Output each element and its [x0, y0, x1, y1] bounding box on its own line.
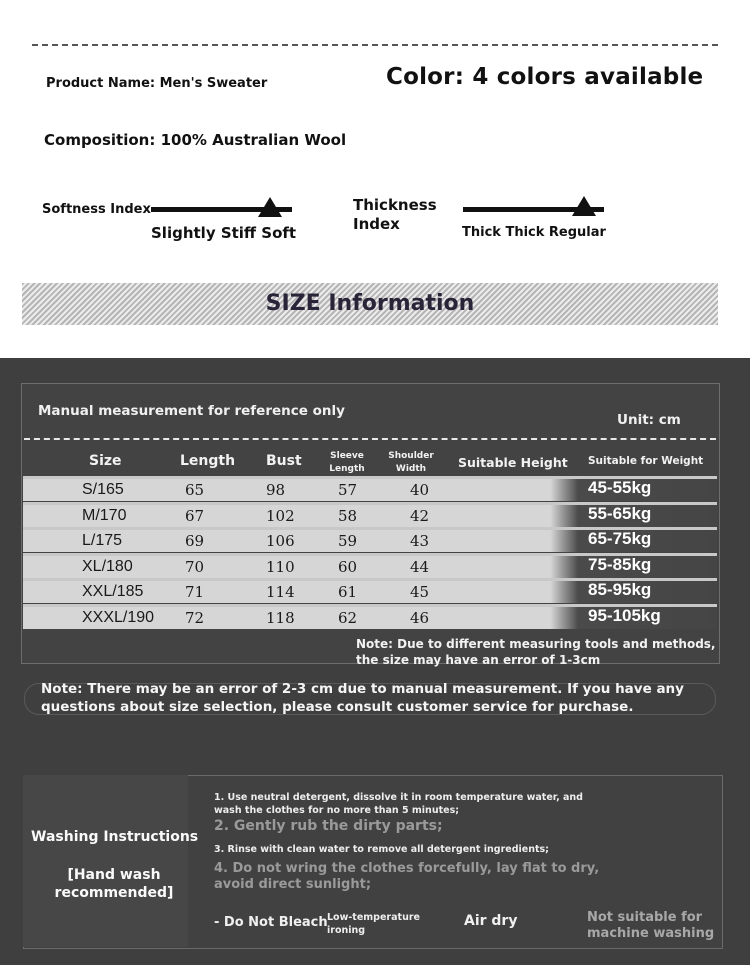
- cell-length: 67: [185, 507, 205, 525]
- header-suitable-weight: Suitable for Weight: [588, 455, 704, 467]
- cell-size: L/175: [82, 532, 123, 549]
- cell-bust: 102: [266, 507, 295, 525]
- thickness-marker-triangle-icon: [572, 196, 596, 216]
- cell-shoulder-width: 43: [410, 532, 430, 550]
- cell-bust: 110: [266, 558, 295, 576]
- cell-suitable-weight: 75-85kg: [588, 555, 652, 574]
- cell-length: 71: [185, 583, 205, 601]
- cell-bust: 106: [266, 532, 295, 550]
- softness-label: Softness Index: [42, 202, 151, 217]
- softness-marker-triangle-icon: [258, 197, 282, 217]
- reference-note: Manual measurement for reference only: [38, 403, 345, 419]
- no-bleach-label: - Do Not Bleach: [214, 915, 328, 930]
- cell-shoulder-width: 44: [410, 558, 430, 576]
- header-sleeve-length: Sleeve Length: [329, 451, 365, 474]
- header-size: Size: [89, 453, 122, 469]
- cell-length: 70: [185, 558, 205, 576]
- cell-sleeve-length: 59: [338, 532, 358, 550]
- cell-shoulder-width: 45: [410, 583, 430, 601]
- washing-subtitle: [Hand wash recommended]: [54, 867, 174, 901]
- cell-size: S/165: [82, 481, 124, 498]
- top-dashed-divider: [32, 44, 718, 46]
- cell-sleeve-length: 60: [338, 558, 358, 576]
- cell-suitable-weight: 45-55kg: [588, 478, 652, 497]
- no-machine-wash-label: Not suitable for machine washing: [587, 910, 715, 941]
- cell-sleeve-length: 61: [338, 583, 358, 601]
- cell-bust: 118: [266, 609, 295, 627]
- cell-sleeve-length: 62: [338, 609, 358, 627]
- table-error-note: Note: Due to different measuring tools and methods, the size may have an error of 1-3cm: [356, 637, 716, 667]
- cell-suitable-weight: 85-95kg: [588, 580, 652, 599]
- washing-title: Washing Instructions: [31, 829, 199, 845]
- cell-size: XXL/185: [82, 583, 144, 600]
- header-shoulder-width: Shoulder Width: [388, 451, 434, 474]
- composition: Composition: 100% Australian Wool: [44, 131, 347, 149]
- measurement-note: Note: There may be an error of 2-3 cm due to manual measurement. If you have any questions about size selection, please consult customer service for purchase.: [41, 681, 684, 715]
- washing-step-2: 2. Gently rub the dirty parts;: [214, 818, 443, 834]
- cell-suitable-weight: 95-105kg: [588, 606, 661, 625]
- cell-length: 69: [185, 532, 205, 550]
- air-dry-label: Air dry: [464, 913, 518, 929]
- cell-bust: 114: [266, 583, 295, 601]
- cell-size: XXXL/190: [82, 609, 155, 626]
- low-temp-ironing-label: Low-temperature ironing: [327, 912, 420, 936]
- washing-title-block: [23, 775, 188, 947]
- header-length: Length: [180, 453, 236, 469]
- cell-suitable-weight: 65-75kg: [588, 529, 652, 548]
- cell-bust: 98: [266, 481, 286, 499]
- cell-size: M/170: [82, 507, 127, 524]
- header-bust: Bust: [266, 453, 302, 469]
- cell-shoulder-width: 40: [410, 481, 430, 499]
- cell-shoulder-width: 46: [410, 609, 430, 627]
- cell-shoulder-width: 42: [410, 507, 430, 525]
- washing-step-1: 1. Use neutral detergent, dissolve it in room temperature water, and wash the clothes for no more than 5 minutes;: [214, 792, 583, 816]
- size-info-banner: [22, 283, 718, 325]
- washing-step-4: 4. Do not wring the clothes forcefully, lay flat to dry, avoid direct sunlight;: [214, 861, 600, 892]
- washing-step-3: 3. Rinse with clean water to remove all detergent ingredients;: [214, 844, 549, 855]
- unit-label: Unit: cm: [617, 412, 681, 428]
- color-info: Color: 4 colors available: [386, 64, 704, 90]
- table-dashed-divider: [24, 438, 716, 440]
- size-info-title: SIZE Information: [265, 291, 475, 316]
- cell-size: XL/180: [82, 558, 133, 575]
- cell-suitable-weight: 55-65kg: [588, 504, 652, 523]
- thickness-value: Thick Thick Regular: [462, 225, 606, 240]
- product-name: Product Name: Men's Sweater: [46, 76, 268, 91]
- softness-value: Slightly Stiff Soft: [151, 224, 297, 242]
- cell-length: 65: [185, 481, 205, 499]
- cell-sleeve-length: 57: [338, 481, 358, 499]
- cell-sleeve-length: 58: [338, 507, 358, 525]
- cell-length: 72: [185, 609, 205, 627]
- thickness-label: Thickness Index: [353, 196, 437, 233]
- header-suitable-height: Suitable Height: [458, 455, 568, 470]
